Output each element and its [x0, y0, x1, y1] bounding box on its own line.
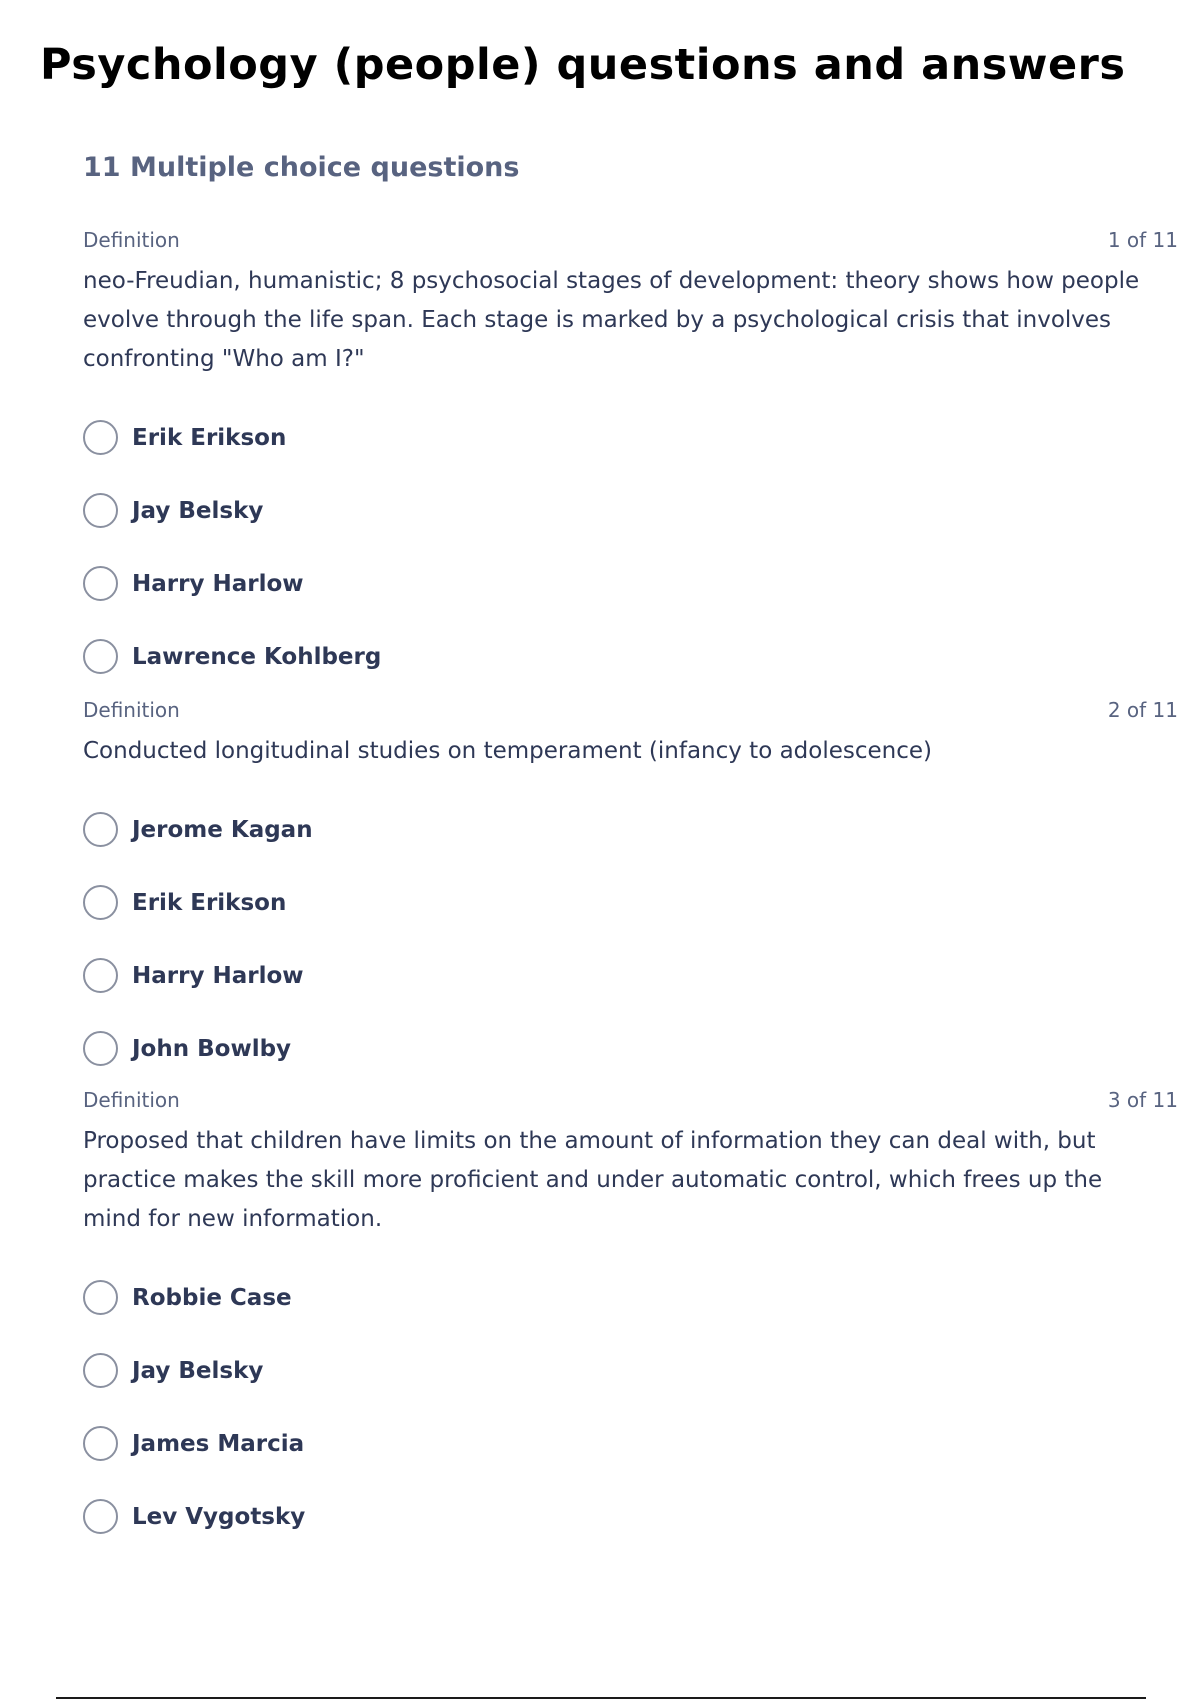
- question-counter: 2 of 11: [1107, 698, 1178, 722]
- answer-option[interactable]: [83, 401, 1178, 474]
- answer-options: [83, 401, 1178, 693]
- question-type-label: Definition: [83, 228, 180, 252]
- answer-option[interactable]: [83, 1334, 1178, 1407]
- question-card: [83, 228, 1178, 693]
- answer-option-label: Robbie Case: [132, 1284, 292, 1311]
- answer-option-label: James Marcia: [132, 1430, 305, 1457]
- radio-button-icon[interactable]: [83, 812, 118, 847]
- answer-option-label: Jay Belsky: [132, 497, 264, 524]
- answer-option[interactable]: [83, 474, 1178, 547]
- question-card: [83, 698, 1178, 1085]
- answer-option[interactable]: [83, 1261, 1178, 1334]
- question-type-label: Definition: [83, 698, 180, 722]
- radio-button-icon[interactable]: [83, 885, 118, 920]
- page-title: Psychology (people) questions and answers: [40, 40, 1126, 90]
- question-type-label: Definition: [83, 1088, 180, 1112]
- answer-option-label: Jerome Kagan: [132, 816, 313, 843]
- question-card: [83, 1088, 1178, 1553]
- answer-option-label: Harry Harlow: [132, 570, 304, 597]
- radio-button-icon[interactable]: [83, 420, 118, 455]
- question-definition-text: neo-Freudian, humanistic; 8 psychosocial stages of development: theory shows how people evolve through the life span. Each stage is marked by a psychological crisis that involves confronting "Who am I?": [83, 268, 1140, 372]
- answer-option[interactable]: [83, 939, 1178, 1012]
- radio-button-icon[interactable]: [83, 566, 118, 601]
- answer-option-label: Harry Harlow: [132, 962, 304, 989]
- radio-button-icon[interactable]: [83, 1353, 118, 1388]
- answer-option[interactable]: [83, 1480, 1178, 1553]
- radio-button-icon[interactable]: [83, 493, 118, 528]
- section-heading: 11 Multiple choice questions: [83, 152, 520, 183]
- question-definition-text: Proposed that children have limits on the amount of information they can deal with, but practice makes the skill more proficient and under automatic control, which frees up the mind for new information.: [83, 1128, 1103, 1232]
- radio-button-icon[interactable]: [83, 1280, 118, 1315]
- radio-button-icon[interactable]: [83, 1031, 118, 1066]
- answer-option[interactable]: [83, 1012, 1178, 1085]
- answer-option[interactable]: [83, 793, 1178, 866]
- answer-option[interactable]: [83, 866, 1178, 939]
- radio-button-icon[interactable]: [83, 639, 118, 674]
- answer-option-label: Erik Erikson: [132, 889, 287, 916]
- answer-option-label: John Bowlby: [132, 1035, 292, 1062]
- question-definition-text: Conducted longitudinal studies on temperament (infancy to adolescence): [83, 738, 933, 764]
- footer-divider: [56, 1697, 1146, 1699]
- answer-option-label: Erik Erikson: [132, 424, 287, 451]
- answer-options: [83, 793, 1178, 1085]
- answer-option[interactable]: [83, 620, 1178, 693]
- answer-option[interactable]: [83, 1407, 1178, 1480]
- radio-button-icon[interactable]: [83, 958, 118, 993]
- question-counter: 3 of 11: [1107, 1088, 1178, 1112]
- radio-button-icon[interactable]: [83, 1499, 118, 1534]
- answer-options: [83, 1261, 1178, 1553]
- answer-option-label: Lawrence Kohlberg: [132, 643, 382, 670]
- question-counter: 1 of 11: [1107, 228, 1178, 252]
- answer-option[interactable]: [83, 547, 1178, 620]
- answer-option-label: Jay Belsky: [132, 1357, 264, 1384]
- answer-option-label: Lev Vygotsky: [132, 1503, 306, 1530]
- radio-button-icon[interactable]: [83, 1426, 118, 1461]
